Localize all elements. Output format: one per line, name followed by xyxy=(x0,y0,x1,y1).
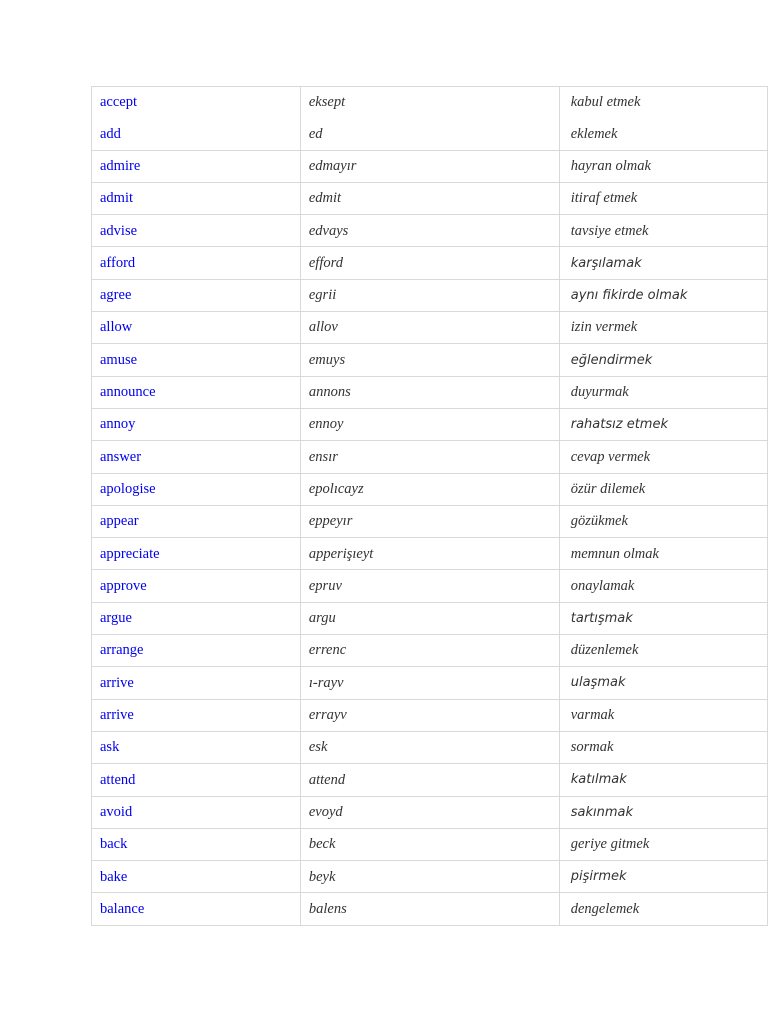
table-row xyxy=(92,182,768,214)
pronunciation: ensır xyxy=(300,441,559,473)
turkish-meaning: sormak xyxy=(559,731,767,763)
turkish-meaning: memnun olmak xyxy=(559,538,767,570)
pronunciation: edvays xyxy=(300,215,559,247)
turkish-meaning: izin vermek xyxy=(559,312,767,344)
table-row xyxy=(92,505,768,537)
turkish-meaning: eğlendirmek xyxy=(559,344,767,376)
table-row xyxy=(92,893,768,925)
table-row xyxy=(92,764,768,796)
english-word[interactable]: approve xyxy=(92,570,301,602)
table-row xyxy=(92,796,768,828)
turkish-meaning: varmak xyxy=(559,699,767,731)
table-row xyxy=(92,312,768,344)
pronunciation: edmayır xyxy=(300,150,559,182)
table-row xyxy=(92,408,768,440)
pronunciation: ı-rayv xyxy=(300,667,559,699)
table-row xyxy=(92,279,768,311)
english-word[interactable]: attend xyxy=(92,764,301,796)
turkish-meaning: gözükmek xyxy=(559,505,767,537)
turkish-meaning: rahatsız etmek xyxy=(559,408,767,440)
pronunciation: edmit xyxy=(300,182,559,214)
turkish-meaning: dengelemek xyxy=(559,893,767,925)
turkish-meaning: geriye gitmek xyxy=(559,828,767,860)
pronunciation: apperişıeyt xyxy=(300,538,559,570)
turkish-meaning: düzenlemek xyxy=(559,635,767,667)
pronunciation: evoyd xyxy=(300,796,559,828)
table-row xyxy=(92,215,768,247)
table-row xyxy=(92,441,768,473)
table-row xyxy=(92,861,768,893)
table-row xyxy=(92,699,768,731)
pronunciation: beck xyxy=(300,828,559,860)
pronunciation: allov xyxy=(300,312,559,344)
turkish-meaning: katılmak xyxy=(559,764,767,796)
english-word[interactable]: admit xyxy=(92,182,301,214)
table-row xyxy=(92,473,768,505)
pronunciation: annons xyxy=(300,376,559,408)
table-row xyxy=(92,538,768,570)
english-word[interactable]: arrive xyxy=(92,667,301,699)
pronunciation: errayv xyxy=(300,699,559,731)
english-word[interactable]: admire xyxy=(92,150,301,182)
english-word[interactable]: annoy xyxy=(92,408,301,440)
table-row xyxy=(92,118,768,150)
turkish-meaning: tartışmak xyxy=(559,602,767,634)
table-row xyxy=(92,667,768,699)
pronunciation: epruv xyxy=(300,570,559,602)
english-word[interactable]: arrange xyxy=(92,635,301,667)
table-row xyxy=(92,150,768,182)
table-row xyxy=(92,344,768,376)
english-word[interactable]: ask xyxy=(92,731,301,763)
table-row xyxy=(92,247,768,279)
english-word[interactable]: apologise xyxy=(92,473,301,505)
table-row xyxy=(92,828,768,860)
english-word[interactable]: advise xyxy=(92,215,301,247)
turkish-meaning: pişirmek xyxy=(559,861,767,893)
turkish-meaning: hayran olmak xyxy=(559,150,767,182)
english-word[interactable]: bake xyxy=(92,861,301,893)
table-row xyxy=(92,731,768,763)
table-row xyxy=(92,376,768,408)
pronunciation: eksept xyxy=(300,87,559,119)
turkish-meaning: sakınmak xyxy=(559,796,767,828)
pronunciation: egrii xyxy=(300,279,559,311)
english-word[interactable]: add xyxy=(92,118,301,150)
pronunciation: emuys xyxy=(300,344,559,376)
pronunciation: epolıcayz xyxy=(300,473,559,505)
pronunciation: balens xyxy=(300,893,559,925)
pronunciation: attend xyxy=(300,764,559,796)
turkish-meaning: tavsiye etmek xyxy=(559,215,767,247)
turkish-meaning: eklemek xyxy=(559,118,767,150)
english-word[interactable]: avoid xyxy=(92,796,301,828)
pronunciation: ennoy xyxy=(300,408,559,440)
pronunciation: ed xyxy=(300,118,559,150)
english-word[interactable]: balance xyxy=(92,893,301,925)
english-word[interactable]: answer xyxy=(92,441,301,473)
turkish-meaning: kabul etmek xyxy=(559,87,767,119)
pronunciation: beyk xyxy=(300,861,559,893)
english-word[interactable]: arrive xyxy=(92,699,301,731)
turkish-meaning: özür dilemek xyxy=(559,473,767,505)
english-word[interactable]: argue xyxy=(92,602,301,634)
english-word[interactable]: allow xyxy=(92,312,301,344)
english-word[interactable]: appear xyxy=(92,505,301,537)
english-word[interactable]: amuse xyxy=(92,344,301,376)
turkish-meaning: onaylamak xyxy=(559,570,767,602)
table-row xyxy=(92,635,768,667)
english-word[interactable]: accept xyxy=(92,87,301,119)
pronunciation: argu xyxy=(300,602,559,634)
english-word[interactable]: back xyxy=(92,828,301,860)
vocabulary-table xyxy=(91,86,768,926)
english-word[interactable]: agree xyxy=(92,279,301,311)
english-word[interactable]: appreciate xyxy=(92,538,301,570)
turkish-meaning: itiraf etmek xyxy=(559,182,767,214)
english-word[interactable]: announce xyxy=(92,376,301,408)
table-row xyxy=(92,602,768,634)
turkish-meaning: duyurmak xyxy=(559,376,767,408)
turkish-meaning: cevap vermek xyxy=(559,441,767,473)
english-word[interactable]: afford xyxy=(92,247,301,279)
pronunciation: efford xyxy=(300,247,559,279)
pronunciation: eppeyır xyxy=(300,505,559,537)
turkish-meaning: aynı fikirde olmak xyxy=(559,279,767,311)
turkish-meaning: karşılamak xyxy=(559,247,767,279)
table-row xyxy=(92,570,768,602)
pronunciation: errenc xyxy=(300,635,559,667)
pronunciation: esk xyxy=(300,731,559,763)
turkish-meaning: ulaşmak xyxy=(559,667,767,699)
table-row xyxy=(92,87,768,119)
